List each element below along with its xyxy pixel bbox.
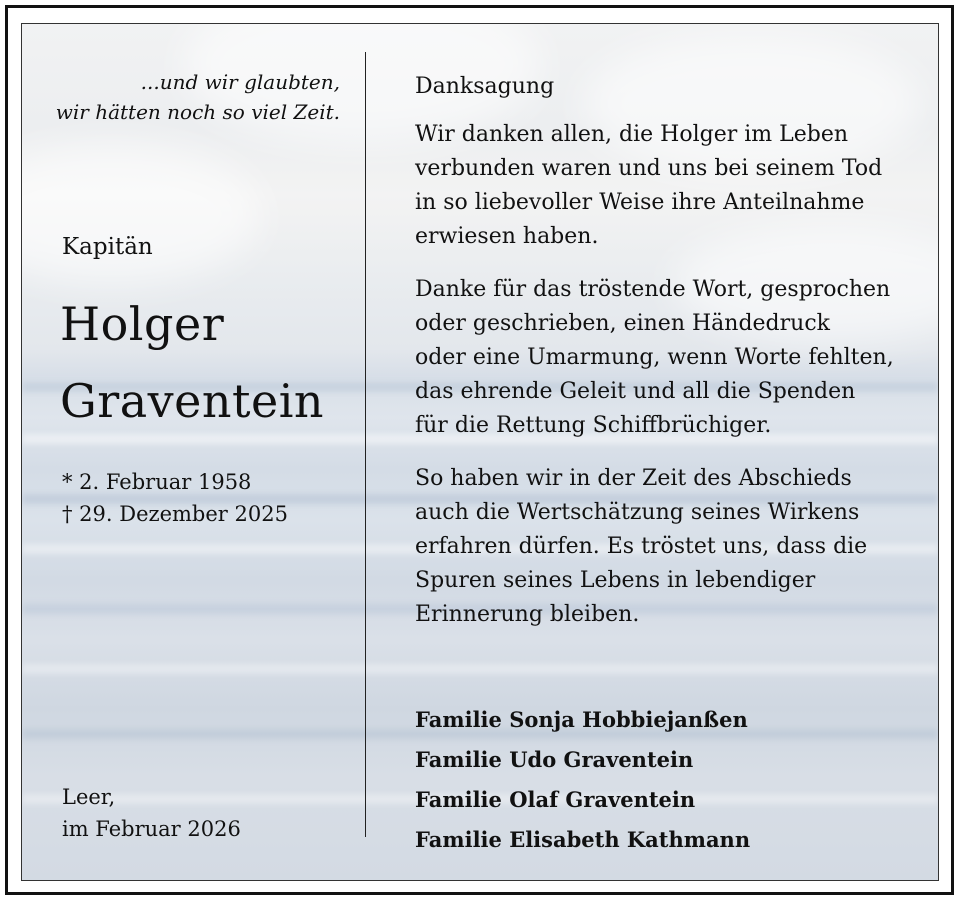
notice-background-sea: [21, 23, 939, 881]
text-line: Erinnerung bleiben.: [415, 602, 640, 627]
text-line: Danke für das tröstende Wort, gesprochen: [415, 277, 891, 302]
thanks-heading: Danksagung: [415, 74, 555, 99]
text-line: in so liebevoller Weise ihre Anteilnahme: [415, 190, 865, 215]
sky-cloud: [21, 144, 262, 284]
death-date: † 29. Dezember 2025: [62, 502, 288, 526]
text-line: oder eine Umarmung, wenn Worte fehlten,: [415, 345, 894, 370]
place-and-date: [62, 781, 241, 845]
sea-wave: [22, 664, 938, 674]
notice-outer-frame: [5, 5, 954, 895]
column-divider: [365, 52, 366, 837]
motto-line: ...und wir glaubten,: [140, 70, 340, 94]
text-line: Spuren seines Lebens in lebendiger: [415, 568, 816, 593]
family-name: Familie Olaf Graventein: [415, 787, 696, 812]
text-line: erfahren dürfen. Es tröstet uns, dass die: [415, 534, 868, 559]
motto-line: wir hätten noch so viel Zeit.: [55, 100, 340, 124]
date: im Februar 2026: [62, 817, 241, 841]
text-line: verbunden waren und uns bei seinem Tod: [415, 156, 883, 181]
thanks-paragraph-2: [415, 273, 925, 443]
birth-date: * 2. Februar 1958: [62, 470, 252, 494]
family-name: Familie Udo Graventein: [415, 747, 694, 772]
text-line: So haben wir in der Zeit des Abschieds: [415, 466, 852, 491]
text-line: für die Rettung Schiffbrüchiger.: [415, 413, 772, 438]
text-line: erwiesen haben.: [415, 224, 599, 249]
text-line: auch die Wertschätzung seines Wirkens: [415, 500, 860, 525]
motto-quote: [56, 67, 340, 127]
place: Leer,: [62, 785, 116, 809]
family-name: Familie Sonja Hobbiejanßen: [415, 707, 748, 732]
family-name: Familie Elisabeth Kathmann: [415, 827, 751, 852]
thanks-paragraph-3: [415, 462, 925, 632]
deceased-profession: Kapitän: [62, 234, 153, 260]
mourning-families: [415, 700, 750, 860]
text-line: Wir danken allen, die Holger im Leben: [415, 122, 849, 147]
life-dates: [62, 466, 288, 530]
deceased-last-name: Graventein: [60, 374, 325, 428]
text-line: oder geschrieben, einen Händedruck: [415, 311, 830, 336]
deceased-first-name: Holger: [60, 297, 225, 351]
thanks-text: [415, 70, 925, 651]
thanks-paragraph-1: [415, 118, 925, 254]
text-line: das ehrende Geleit und all die Spenden: [415, 379, 856, 404]
